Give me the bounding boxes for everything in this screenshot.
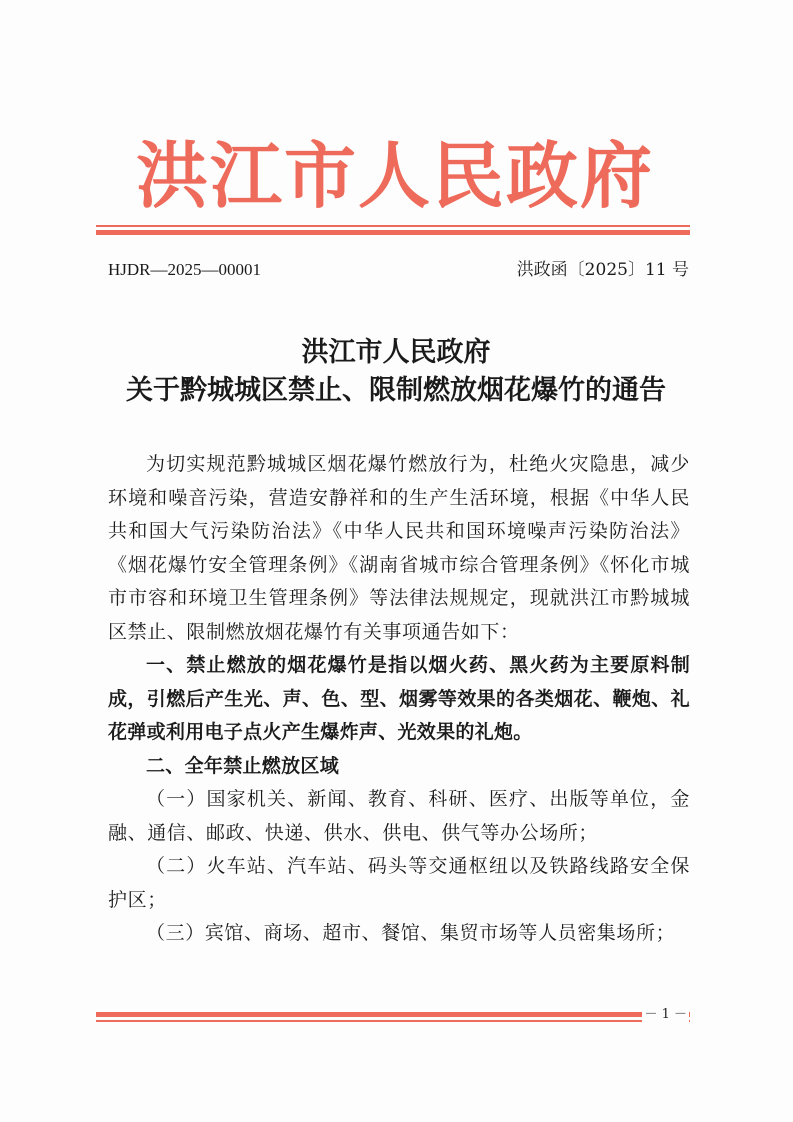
document-title: [96, 334, 696, 410]
header-red-rule-thin: [96, 225, 690, 227]
title-line-1: 洪江市人民政府: [301, 337, 491, 368]
issuer-masthead: 洪江市人民政府: [135, 133, 654, 218]
intro-paragraph: 为切实规范黔城城区烟花爆竹燃放行为，杜绝火灾隐患，减少环境和噪音污染，营造安静祥和的生产生活环境，根据《中华人民共和国大气污染防治法》《中华人民共和国环境噪声污染防治法》《烟花爆竹安全管理条例》《湖南省城市综合管理条例》《怀化市城市市容和环境卫生管理条例》等法律法规规定，现就洪江市黔城城区禁止、限制燃放烟花爆竹有关事项通告如下：: [108, 453, 690, 643]
item-2-paragraph: （二）火车站、汽车站、码头等交通枢纽以及铁路线路安全保护区；: [108, 855, 690, 911]
footer-red-rule-thick: [96, 1012, 690, 1017]
page-number: － 1 －: [644, 1007, 687, 1022]
title-line-2: 关于黔城城区禁止、限制燃放烟花爆竹的通告: [126, 375, 666, 406]
register-number: HJDR—2025—00001: [108, 260, 262, 279]
document-body: [108, 448, 690, 951]
footer-red-rule-thin: [96, 1020, 690, 1022]
item-3-paragraph: （三）宾馆、商场、超市、餐馆、集贸市场等人员密集场所；: [146, 922, 676, 944]
section-2-heading: 二、全年禁止燃放区域: [146, 754, 340, 777]
document-number: 洪政函〔2025〕11 号: [516, 260, 689, 280]
section-1-paragraph: 一、禁止燃放的烟花爆竹是指以烟火药、黑火药为主要原料制成，引燃后产生光、声、色、型、烟雾等效果的各类烟花、鞭炮、礼花弹或利用电子点火产生爆炸声、光效果的礼炮。: [108, 654, 690, 743]
header-red-rule-thick: [96, 230, 690, 235]
item-1-paragraph: （一）国家机关、新闻、教育、科研、医疗、出版等单位，金融、通信、邮政、快递、供水、供电、供气等办公场所；: [108, 788, 690, 844]
